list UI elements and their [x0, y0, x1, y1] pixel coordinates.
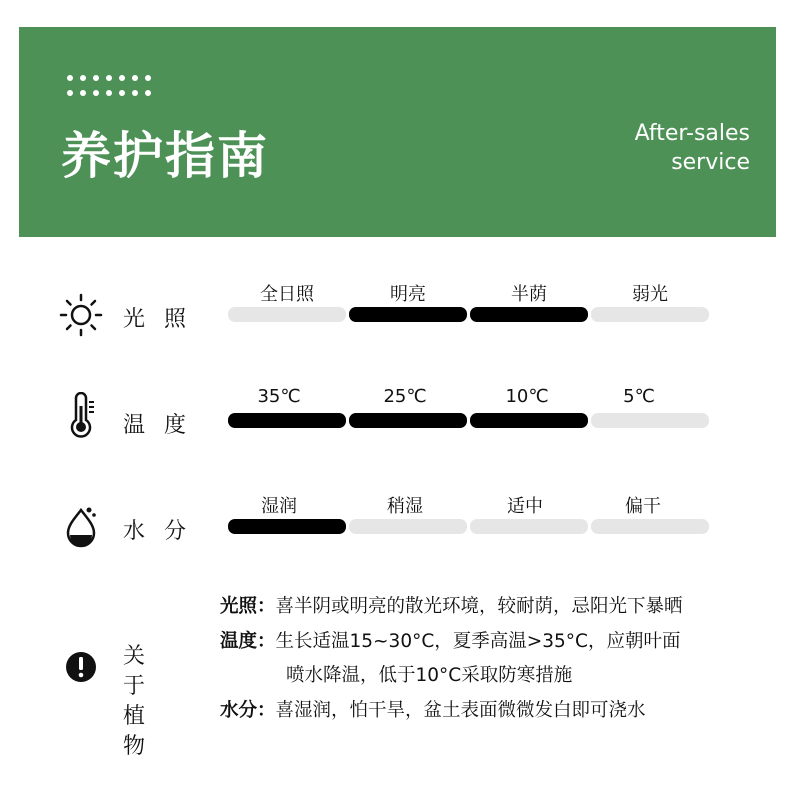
- water-level-label: 偏干: [625, 496, 661, 517]
- subtitle-line-2: service: [671, 150, 750, 175]
- light-level-bar: [470, 307, 588, 322]
- decorative-dot: [106, 90, 112, 96]
- page-title: 养护指南: [61, 127, 269, 185]
- decorative-dot: [119, 75, 125, 81]
- light-level-bar: [591, 307, 709, 322]
- decorative-dot: [80, 75, 86, 81]
- decorative-dots: [67, 75, 157, 111]
- about-label-line-1: 关 于: [123, 644, 152, 699]
- header-banner: [19, 27, 776, 237]
- light-note-text: 喜半阴或明亮的散光环境，较耐荫，忌阳光下暴晒: [275, 596, 683, 617]
- decorative-dot: [67, 90, 73, 96]
- temperature-note: [220, 625, 780, 660]
- water-level-label: 适中: [507, 496, 543, 517]
- about-plant-label: [123, 642, 183, 762]
- sun-icon: [58, 292, 104, 338]
- decorative-dot: [132, 90, 138, 96]
- decorative-dot: [93, 90, 99, 96]
- light-level-bar: [349, 307, 467, 322]
- water-level-label: 稍湿: [387, 496, 423, 517]
- light-level-label: 全日照: [260, 284, 314, 305]
- about-plant-section: [0, 590, 790, 759]
- temperature-note-text: 生长适温15~30°C，夏季高温>35°C，应朝叶面: [275, 630, 681, 652]
- subtitle-line-1: After-sales: [634, 121, 750, 146]
- banner-subtitle: [635, 119, 750, 177]
- thermometer-icon: [58, 392, 104, 438]
- temperature-level-bar: [591, 413, 709, 428]
- decorative-dot: [145, 90, 151, 96]
- care-notes: [220, 590, 780, 728]
- temperature-level-bar: [228, 413, 346, 428]
- temperature-level-label: 25℃: [383, 386, 427, 407]
- temperature-level-label: 5℃: [623, 386, 655, 407]
- light-note-key: 光照：: [220, 596, 276, 617]
- water-label: 水 分: [123, 519, 192, 544]
- about-label-line-2: 植 物: [123, 704, 152, 759]
- light-level-label: 半荫: [511, 284, 547, 305]
- temperature-row: [0, 386, 790, 456]
- light-row: [0, 280, 790, 350]
- temperature-level-label: 10℃: [505, 386, 549, 407]
- light-level-label: 弱光: [632, 284, 668, 305]
- decorative-dot: [106, 75, 112, 81]
- decorative-dot: [67, 75, 73, 81]
- decorative-dot: [132, 75, 138, 81]
- light-note: [220, 590, 780, 625]
- water-note-key: 水分：: [220, 699, 276, 721]
- light-level-label: 明亮: [390, 284, 426, 305]
- water-note: [220, 694, 780, 729]
- temperature-note-key: 温度：: [220, 630, 276, 652]
- water-row: [0, 492, 790, 562]
- temperature-level-label: 35℃: [257, 386, 301, 407]
- water-level-bar: [349, 519, 467, 534]
- exclamation-icon: [64, 650, 98, 684]
- decorative-dot: [80, 90, 86, 96]
- temperature-label: 温 度: [123, 413, 192, 438]
- light-label: 光 照: [123, 307, 192, 332]
- water-level-bar: [591, 519, 709, 534]
- temperature-level-bar: [470, 413, 588, 428]
- decorative-dot: [119, 90, 125, 96]
- temperature-note-continued: 喷水降温，低于10°C采取防寒措施: [286, 665, 573, 686]
- decorative-dot: [145, 75, 151, 81]
- water-note-text: 喜湿润，怕干旱，盆土表面微微发白即可浇水: [275, 699, 646, 721]
- temperature-level-bar: [349, 413, 467, 428]
- water-level-bar: [228, 519, 346, 534]
- decorative-dot: [93, 75, 99, 81]
- water-level-label: 湿润: [261, 496, 297, 517]
- water-level-bar: [470, 519, 588, 534]
- water-drop-icon: [58, 504, 104, 550]
- light-level-bar: [228, 307, 346, 322]
